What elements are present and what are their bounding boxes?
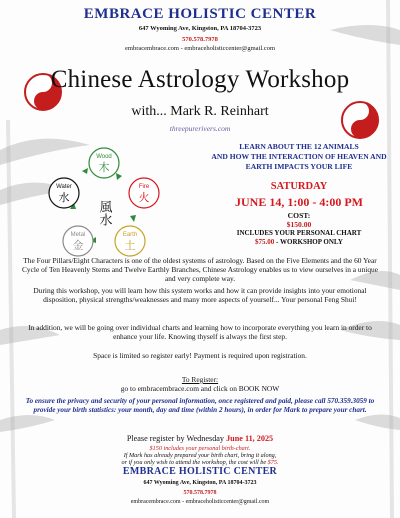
- water-label: Water: [56, 184, 72, 190]
- host-site-link[interactable]: threepurerivers.com: [169, 124, 231, 133]
- footer-phone[interactable]: 570.578.7978: [183, 490, 217, 496]
- register-sub-2: If Mark has already prepared your birth chart, bring it along,: [123, 452, 277, 459]
- org-name: EMBRACE HOLISTIC CENTER: [83, 6, 317, 22]
- register-sub-3: [0, 459, 400, 466]
- host-name: with... Mark R. Reinhart: [131, 104, 269, 119]
- alt-price-value: $75.00: [255, 238, 275, 246]
- register-sub-3-text: or if you only wish to attend the workshop, the cost will be: [121, 459, 267, 466]
- org-address: 647 Wyoming Ave, Kingston, PA 18704-3723: [138, 25, 262, 32]
- wood-label: Wood: [96, 154, 112, 160]
- tagline-line-3: EARTH IMPACTS YOUR LIFE: [245, 162, 353, 171]
- five-elements-diagram: [44, 143, 164, 267]
- metal-glyph: 金: [72, 239, 84, 252]
- event-day: SATURDAY: [270, 181, 328, 192]
- tagline-line-2: AND HOW THE INTERACTION OF HEAVEN AND: [211, 152, 387, 161]
- wood-glyph: 木: [98, 161, 110, 174]
- register-instruction[interactable]: go to embracembrace.com and click on BOOK NOW: [120, 384, 280, 393]
- fire-glyph: 火: [138, 191, 150, 204]
- body-paragraph-2: During this workshop, you will learn how this system works and how it can provide insights into your emotional disposition, physical strengths/weaknesses and many more aspects of yourself... Your personal Feng Shui!: [33, 286, 367, 304]
- event-time: JUNE 14, 1:00 - 4:00 PM: [235, 195, 363, 209]
- org-web[interactable]: embracembrace.com - embraceholisticcenter@gmail.com: [125, 45, 275, 52]
- privacy-notice: To ensure the privacy and security of your personal information, once registered and paid, please call 570.359.3059 to provide your birth statistics: your month, day and time (within 2 hours), in order for Mark to prepare your chart.: [25, 397, 375, 414]
- register-sub-3-price: $75.: [267, 459, 279, 466]
- fire-label: Fire: [138, 184, 150, 190]
- footer-org-name: EMBRACE HOLISTIC CENTER: [122, 466, 278, 477]
- body-paragraph-3: In addition, we will be going over individual charts and learning how to incorporate everything you learn in order to enhance your life. Knowing thyself is always the first step.: [28, 323, 372, 341]
- register-by-line: [0, 434, 400, 443]
- register-by-date: June 11, 2025: [226, 434, 274, 443]
- registration-notice: Space is limited so register early! Payment is required upon registration.: [93, 351, 307, 360]
- earth-label: Earth: [122, 232, 138, 238]
- register-sub-1: $150 includes your personal birth-chart.: [149, 445, 251, 452]
- footer-web[interactable]: embracembrace.com - embraceholisticcenter@gmail.com: [130, 499, 270, 505]
- feng-shui-glyph: 風水: [96, 200, 112, 226]
- tagline-line-1: LEARN ABOUT THE 12 ANIMALS: [239, 142, 359, 151]
- alt-price: [214, 238, 384, 246]
- metal-label: Metal: [70, 232, 86, 238]
- earth-glyph: 土: [124, 239, 136, 252]
- register-heading: To Register:: [181, 375, 219, 384]
- org-phone[interactable]: 570.578.7978: [182, 36, 218, 43]
- cost-note: INCLUDES YOUR PERSONAL CHART: [236, 229, 362, 237]
- workshop-title: Chinese Astrology Workshop: [50, 66, 350, 93]
- register-by-prefix: Please register by Wednesday: [126, 434, 225, 443]
- cost-value: $150.00: [286, 220, 312, 229]
- alt-price-label: - WORKSHOP ONLY: [276, 238, 343, 246]
- footer-address: 647 Wyoming Ave, Kingston, PA 18704-3723: [143, 480, 257, 486]
- body-paragraph-1: The Four Pillars/Eight Characters is one of the oldest systems of astrology. Based on the Five Elements and the 60 Year Cycle of Ten Heavenly Stems and Twelve Earthly Branches, Chinese Astrology enables us to view ourselves in a unique and very complete way.: [21, 256, 379, 283]
- water-glyph: 水: [58, 191, 70, 204]
- cost-label: COST:: [287, 211, 311, 220]
